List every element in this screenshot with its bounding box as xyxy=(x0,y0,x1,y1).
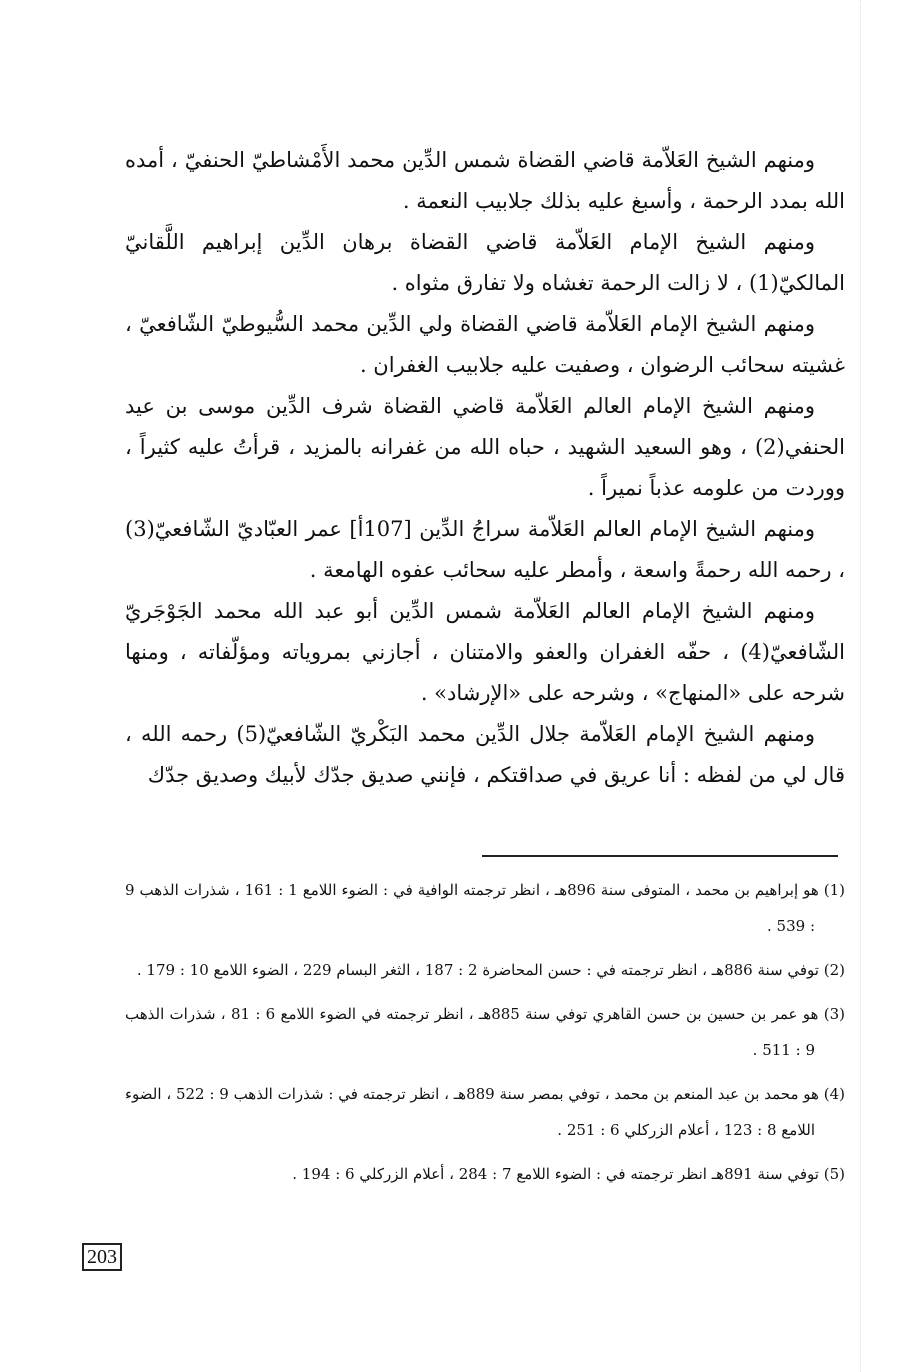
paragraph-suyuti: ومنهم الشيخ الإمام العَلاّمة قاضي القضاة ولي الدِّين محمد السُّيوطيّ الشّافعيّ ، غشيته سحائب الرضوان ، وصفيت عليه جلابيب الغفران . xyxy=(125,312,845,377)
paragraph-musa-bin-id: ومنهم الشيخ الإمام العالم العَلاّمة قاضي القضاة شرف الدِّين موسى بن عيد الحنفي(2) ، وهو السعيد الشهيد ، حباه الله من غفرانه بالمزيد ، قرأتُ عليه كثيراً ، ووردت من علومه عذباً نميراً . xyxy=(125,394,845,500)
footnote-4: (4) هو محمد بن عبد المنعم بن محمد ، توفي بمصر سنة 889هـ ، انظر ترجمته في : شذرات الذهب 9 : 522 ، الضوء اللامع 8 : 123 ، أعلام الزركلي 6 : 251 . xyxy=(125,1085,845,1139)
footnote-separator xyxy=(482,855,838,857)
footnote-3: (3) هو عمر بن حسين بن حسن القاهري توفي سنة 885هـ ، انظر ترجمته في الضوء اللامع 6 : 81 ، شذرات الذهب 9 : 511 . xyxy=(125,1005,845,1059)
footnote-2: (2) توفي سنة 886هـ ، انظر ترجمته في : حسن المحاضرة 2 : 187 ، الثغر البسام 229 ، الضوء اللامع 10 : 179 . xyxy=(136,961,845,979)
paragraph-jawjari: ومنهم الشيخ الإمام العالم العَلاّمة شمس الدِّين أبو عبد الله محمد الجَوْجَريّ الشّافعيّ(4) ، حفّه الغفران والعفو والامتنان ، أجازني بمروياته ومؤلّفاته ، ومنها شرحه على «المنهاج» ، وشرحه على «الإرشاد» . xyxy=(125,599,845,705)
paragraph-laqani: ومنهم الشيخ الإمام العَلاّمة قاضي القضاة برهان الدِّين إبراهيم اللَّقانيّ المالكيّ(1) ، لا زالت الرحمة تغشاه ولا تفارق مثواه . xyxy=(125,230,845,295)
paragraph-amshati: ومنهم الشيخ العَلاّمة قاضي القضاة شمس الدِّين محمد الأَمْشاطيّ الحنفيّ ، أمده الله بمدد الرحمة ، وأسبغ عليه بذلك جلابيب النعمة . xyxy=(125,148,845,213)
paragraph-bakri: ومنهم الشيخ الإمام العَلاّمة جلال الدِّين محمد البَكْريّ الشّافعيّ(5) رحمه الله ، قال لي من لفظه : أنا عريق في صداقتكم ، فإنني صديق جدّك لأبيك وصديق جدّك xyxy=(125,722,845,787)
footnote-5: (5) توفي سنة 891هـ انظر ترجمته في : الضوء اللامع 7 : 284 ، أعلام الزركلي 6 : 194 . xyxy=(292,1165,845,1183)
scan-edge-line xyxy=(860,0,862,1372)
paragraph-abbadi: ومنهم الشيخ الإمام العالم العَلاّمة سراجُ الدِّين [107أ] عمر العبّاديّ الشّافعيّ(3) ، رحمه الله رحمةً واسعة ، وأمطر عليه سحائب عفوه الهامعة . xyxy=(125,517,845,582)
main-text xyxy=(125,140,845,796)
footnote-1: (1) هو إبراهيم بن محمد ، المتوفى سنة 896هـ ، انظر ترجمته الوافية في : الضوء اللامع 1 : 161 ، شذرات الذهب 9 : 539 . xyxy=(125,881,846,935)
footnotes xyxy=(125,872,845,1200)
page-number: 203 xyxy=(82,1243,122,1271)
